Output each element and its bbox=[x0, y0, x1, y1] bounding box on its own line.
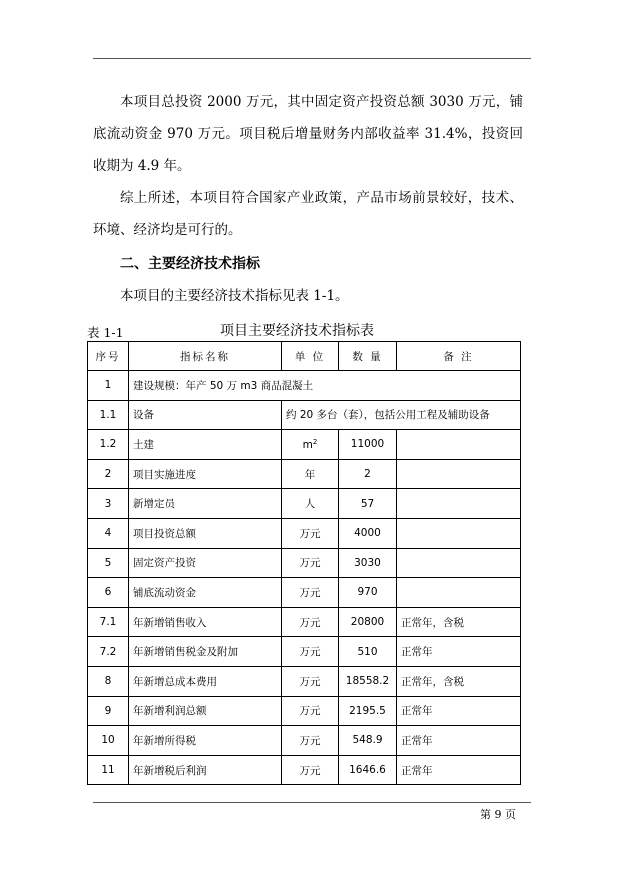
cell-name: 铺底流动资金 bbox=[129, 578, 282, 608]
cell-name: 年新增总成本费用 bbox=[129, 666, 282, 696]
cell-unit: 万元 bbox=[282, 548, 339, 578]
cell-no: 10 bbox=[88, 726, 129, 756]
cell-no: 1.1 bbox=[88, 400, 129, 430]
table-row bbox=[88, 637, 521, 667]
cell-merged: 建设规模：年产 50 万 m3 商品混凝土 bbox=[129, 371, 521, 401]
table-row bbox=[88, 666, 521, 696]
footer-rule bbox=[93, 802, 531, 803]
header-name: 指标名称 bbox=[129, 342, 282, 371]
cell-note bbox=[397, 518, 521, 548]
table-row bbox=[88, 578, 521, 608]
cell-no: 1 bbox=[88, 371, 129, 401]
table-row bbox=[88, 489, 521, 519]
cell-unit: 万元 bbox=[282, 755, 339, 785]
page-number: 第 9 页 bbox=[480, 808, 516, 821]
cell-unit: 万元 bbox=[282, 637, 339, 667]
cell-no: 8 bbox=[88, 666, 129, 696]
header-note: 备 注 bbox=[397, 342, 521, 371]
header-unit: 单 位 bbox=[282, 342, 339, 371]
cell-unit: 万元 bbox=[282, 666, 339, 696]
paragraph-intro: 本项目的主要经济技术指标见表 1-1。 bbox=[120, 288, 349, 304]
cell-note bbox=[397, 548, 521, 578]
cell-unit: 万元 bbox=[282, 607, 339, 637]
table-row bbox=[88, 400, 521, 430]
cell-name: 设备 bbox=[129, 400, 282, 430]
cell-name: 年新增销售收入 bbox=[129, 607, 282, 637]
table-row bbox=[88, 548, 521, 578]
table-title: 项目主要经济技术指标表 bbox=[220, 323, 374, 339]
cell-note: 正常年，含税 bbox=[397, 666, 521, 696]
cell-unit: 万元 bbox=[282, 518, 339, 548]
cell-no: 7.1 bbox=[88, 607, 129, 637]
cell-no: 1.2 bbox=[88, 430, 129, 460]
cell-name: 土建 bbox=[129, 430, 282, 460]
cell-qty: 20800 bbox=[339, 607, 397, 637]
cell-qty: 4000 bbox=[339, 518, 397, 548]
cell-unit: 万元 bbox=[282, 578, 339, 608]
cell-name: 项目投资总额 bbox=[129, 518, 282, 548]
cell-name: 年新增利润总额 bbox=[129, 696, 282, 726]
cell-qty: 2195.5 bbox=[339, 696, 397, 726]
cell-qty: 1646.6 bbox=[339, 755, 397, 785]
cell-unit: 人 bbox=[282, 489, 339, 519]
cell-no: 5 bbox=[88, 548, 129, 578]
cell-qty: 510 bbox=[339, 637, 397, 667]
table-row bbox=[88, 459, 521, 489]
cell-name: 固定资产投资 bbox=[129, 548, 282, 578]
cell-note: 正常年 bbox=[397, 637, 521, 667]
header-rule bbox=[93, 58, 531, 59]
cell-note: 正常年 bbox=[397, 726, 521, 756]
section-heading: 二、主要经济技术指标 bbox=[120, 256, 260, 272]
cell-unit: 万元 bbox=[282, 726, 339, 756]
cell-name: 年新增税后利润 bbox=[129, 755, 282, 785]
table-row bbox=[88, 755, 521, 785]
cell-note bbox=[397, 459, 521, 489]
table-row bbox=[88, 607, 521, 637]
indicator-table bbox=[87, 341, 521, 785]
table-header-row bbox=[88, 342, 521, 371]
table-label: 表 1-1 bbox=[87, 325, 124, 340]
header-qty: 数 量 bbox=[339, 342, 397, 371]
cell-no: 4 bbox=[88, 518, 129, 548]
cell-qty: 11000 bbox=[339, 430, 397, 460]
cell-no: 7.2 bbox=[88, 637, 129, 667]
cell-name: 年新增所得税 bbox=[129, 726, 282, 756]
cell-qty: 18558.2 bbox=[339, 666, 397, 696]
cell-name: 新增定员 bbox=[129, 489, 282, 519]
cell-note: 正常年，含税 bbox=[397, 607, 521, 637]
unit-superscript: 2 bbox=[312, 437, 318, 446]
paragraph-conclusion: 综上所述，本项目符合国家产业政策，产品市场前景较好，技术、环境、经济均是可行的。 bbox=[93, 190, 523, 238]
cell-note: 正常年 bbox=[397, 755, 521, 785]
paragraph-investment: 本项目总投资 2000 万元，其中固定资产投资总额 3030 万元，铺底流动资金 970 万元。项目税后增量财务内部收益率 31.4%，投资回收期为 4.9 年。 bbox=[93, 94, 523, 174]
cell-no: 6 bbox=[88, 578, 129, 608]
cell-qty: 970 bbox=[339, 578, 397, 608]
cell-note bbox=[397, 489, 521, 519]
cell-no: 2 bbox=[88, 459, 129, 489]
cell-note: 正常年 bbox=[397, 696, 521, 726]
unit-text: m bbox=[302, 438, 313, 451]
table-row bbox=[88, 371, 521, 401]
cell-unit: 万元 bbox=[282, 696, 339, 726]
cell-no: 3 bbox=[88, 489, 129, 519]
cell-qty: 57 bbox=[339, 489, 397, 519]
cell-merged: 约 20 多台（套），包括公用工程及辅助设备 bbox=[282, 400, 521, 430]
table-row bbox=[88, 726, 521, 756]
cell-no: 9 bbox=[88, 696, 129, 726]
cell-unit bbox=[282, 430, 339, 460]
header-no: 序号 bbox=[88, 342, 129, 371]
cell-qty: 548.9 bbox=[339, 726, 397, 756]
cell-note bbox=[397, 578, 521, 608]
table-row bbox=[88, 518, 521, 548]
cell-name: 年新增销售税金及附加 bbox=[129, 637, 282, 667]
cell-qty: 2 bbox=[339, 459, 397, 489]
cell-name: 项目实施进度 bbox=[129, 459, 282, 489]
cell-note bbox=[397, 430, 521, 460]
cell-qty: 3030 bbox=[339, 548, 397, 578]
table-row bbox=[88, 430, 521, 460]
cell-no: 11 bbox=[88, 755, 129, 785]
table-row bbox=[88, 696, 521, 726]
cell-unit: 年 bbox=[282, 459, 339, 489]
